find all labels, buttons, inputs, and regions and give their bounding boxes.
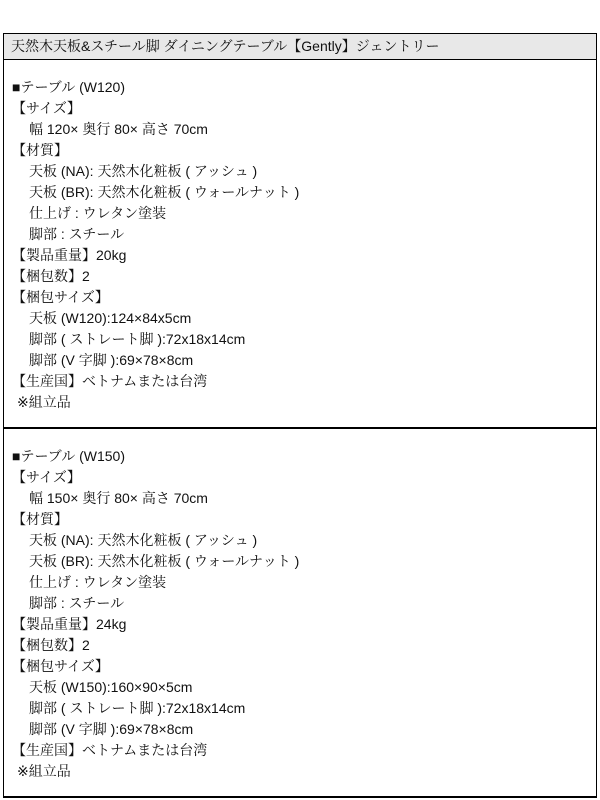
spec-section-w120: [3, 59, 597, 428]
product-spec-sheet: [3, 33, 597, 798]
spec-value-package-top: 天板 (W150):160×90×5cm: [29, 679, 193, 695]
spec-value-legs: 脚部 : スチール: [29, 226, 125, 242]
product-title-bar: [3, 33, 597, 60]
spec-label-size: 【サイズ】: [12, 100, 81, 116]
spec-value-top-na: 天板 (NA): 天然木化粧板 ( アッシュ ): [29, 532, 258, 548]
spec-section-w150: [3, 428, 597, 798]
spec-value-package-v-leg: 脚部 (V 字脚 ):69×78×8cm: [29, 352, 194, 368]
section-heading: ■テーブル (W150): [12, 448, 125, 464]
spec-label-package-size: 【梱包サイズ】: [12, 658, 109, 674]
spec-value-dimensions: 幅 120× 奥行 80× 高さ 70cm: [29, 121, 208, 137]
spec-label-size: 【サイズ】: [12, 469, 81, 485]
spec-value-top-br: 天板 (BR): 天然木化粧板 ( ウォールナット ): [29, 184, 300, 200]
spec-label-package-count: 【梱包数】2: [12, 637, 90, 653]
spec-label-package-count: 【梱包数】2: [12, 268, 90, 284]
spec-label-package-size: 【梱包サイズ】: [12, 289, 109, 305]
spec-label-country: 【生産国】ベトナムまたは台湾: [12, 373, 208, 389]
assembly-note: ※組立品: [17, 763, 71, 779]
spec-label-country: 【生産国】ベトナムまたは台湾: [12, 742, 208, 758]
spec-value-package-top: 天板 (W120):124×84x5cm: [29, 310, 192, 326]
spec-value-finish: 仕上げ : ウレタン塗装: [29, 574, 167, 590]
spec-label-material: 【材質】: [12, 511, 68, 527]
section-heading: ■テーブル (W120): [12, 79, 125, 95]
spec-value-package-straight-leg: 脚部 ( ストレート脚 ):72x18x14cm: [29, 331, 246, 347]
assembly-note: ※組立品: [17, 394, 71, 410]
spec-label-weight: 【製品重量】24kg: [12, 616, 127, 632]
spec-value-dimensions: 幅 150× 奥行 80× 高さ 70cm: [29, 490, 208, 506]
spec-value-legs: 脚部 : スチール: [29, 595, 125, 611]
spec-label-material: 【材質】: [12, 142, 68, 158]
spec-label-weight: 【製品重量】20kg: [12, 247, 127, 263]
spec-value-top-br: 天板 (BR): 天然木化粧板 ( ウォールナット ): [29, 553, 300, 569]
spec-value-finish: 仕上げ : ウレタン塗装: [29, 205, 167, 221]
spec-value-package-v-leg: 脚部 (V 字脚 ):69×78×8cm: [29, 721, 194, 737]
product-title: 天然木天板&スチール脚 ダイニングテーブル【Gently】ジェントリー: [11, 38, 440, 54]
spec-value-package-straight-leg: 脚部 ( ストレート脚 ):72x18x14cm: [29, 700, 246, 716]
spec-value-top-na: 天板 (NA): 天然木化粧板 ( アッシュ ): [29, 163, 258, 179]
